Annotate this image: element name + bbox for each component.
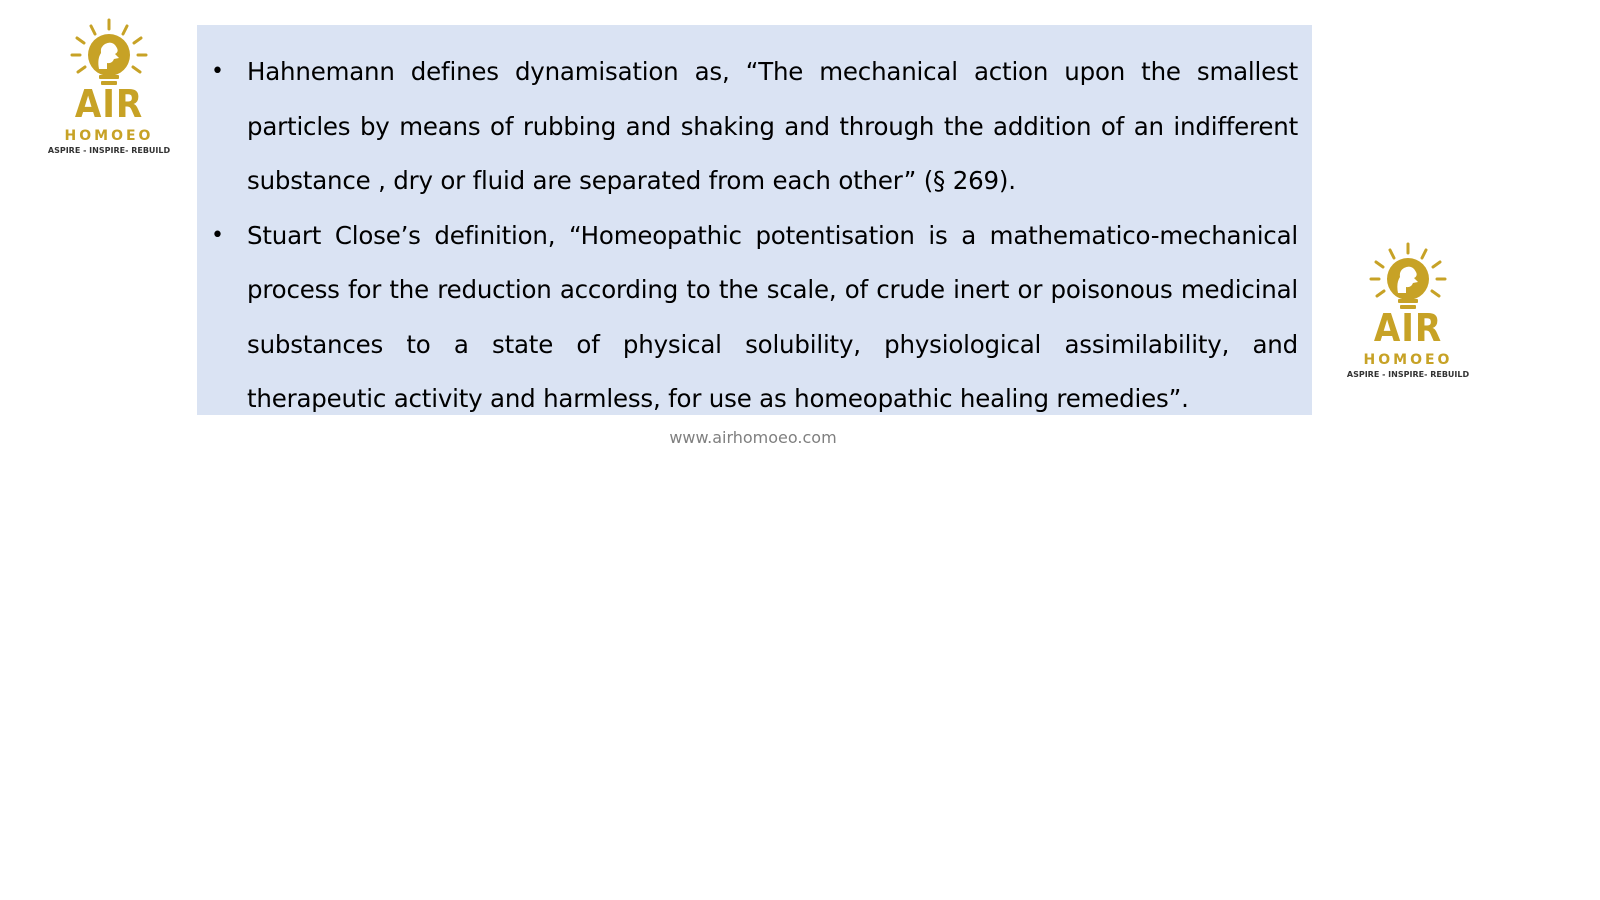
logo-brand-text: AIR [1373, 306, 1443, 350]
bullet-marker: • [211, 59, 224, 84]
lightbulb-head-icon [1346, 242, 1470, 312]
lightbulb-head-icon [47, 18, 171, 88]
bullet-text: Stuart Close’s definition, “Homeopathic potentisation is a mathematico-mechanical process for the reduction according to the scale, of crude inert or poisonous medicinal substances to a state of physical solubility, physiological assimilability, and therapeutic activity and harmless, for use as homeopathic healing remedies”. [247, 220, 1298, 413]
logo-tagline: ASPIRE - INSPIRE- REBUILD [47, 146, 171, 155]
logo-brand-text: AIR [74, 82, 144, 126]
air-homoeo-logo-right [1346, 242, 1470, 390]
logo-tagline: ASPIRE - INSPIRE- REBUILD [1346, 370, 1470, 379]
content-box [197, 25, 1312, 415]
air-homoeo-logo-left [47, 18, 171, 166]
bullet-list [211, 45, 1298, 427]
bullet-item-stuart-close [211, 209, 1298, 427]
bullet-text: Hahnemann defines dynamisation as, “The mechanical action upon the smallest particles by means of rubbing and shaking and through the addition of an indifferent substance , dry or fluid are separated from each other” (§ 269). [247, 57, 1298, 195]
footer-url: www.airhomoeo.com [669, 428, 837, 447]
logo-sub-text: HOMOEO [64, 128, 154, 144]
bullet-marker: • [211, 222, 224, 248]
logo-sub-text: HOMOEO [1363, 352, 1453, 368]
bullet-item-hahnemann [211, 45, 1298, 209]
